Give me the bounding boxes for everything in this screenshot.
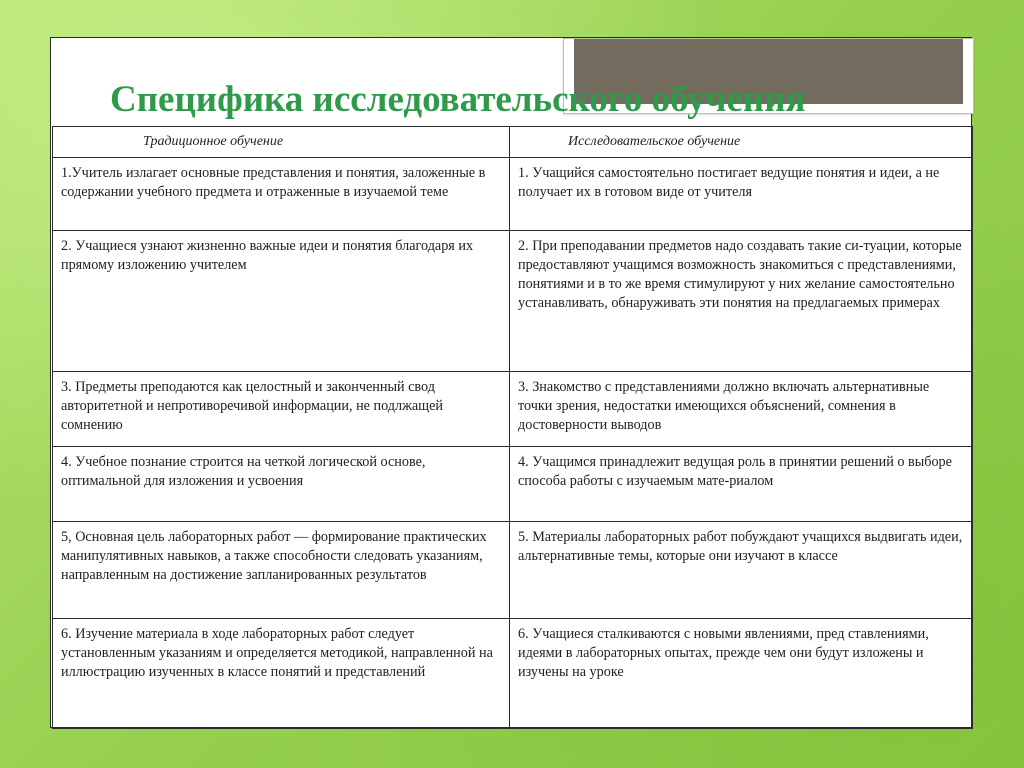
table-row [53,372,973,447]
research-cell: 6. Учащиеся сталкиваются с новыми явлениями, пред ставлениями, идеями в лабораторных опытах, прежде чем они будут изложены и изучены на уроке [510,619,973,729]
table-row [53,447,973,522]
research-cell: 4. Учащимся принадлежит ведущая роль в принятии решений о выборе способа работы с изучаемым мате-риалом [510,447,973,522]
table-header-row [53,127,973,158]
traditional-cell: 5, Основная цель лабораторных работ — формирование практических манипулятивных навыков, а также способности следовать указаниям, направленным на достижение запланированных результатов [53,522,510,619]
traditional-cell: 4. Учебное познание строится на четкой логической основе, оптимальной для изложения и усвоения [53,447,510,522]
comparison-table [52,126,973,729]
traditional-cell: 6. Изучение материала в ходе лабораторных работ следует установленным указаниям и определяется методикой, направленной на иллюстрацию изученных в классе понятий и представлений [53,619,510,729]
table-row [53,522,973,619]
table-row [53,231,973,372]
research-cell: 2. При преподавании предметов надо создавать такие си-туации, которые предоставляют учащимся возможность знакомиться с представлениями, понятиями и в то же время стимулируют у них желание самостоятельно устанавливать, обнаруживать эти понятия на предлагаемых примерах [510,231,973,372]
research-cell: 1. Учащийся самостоятельно постигает ведущие понятия и идеи, а не получает их в готовом виде от учителя [510,158,973,231]
traditional-cell: 1.Учитель излагает основные представления и понятия, заложенные в содержании учебного предмета и отраженные в изучаемой теме [53,158,510,231]
table-row [53,158,973,231]
traditional-cell: 3. Предметы преподаются как целостный и законченный свод авторитетной и непротиворечивой информации, не подлжащей сомнению [53,372,510,447]
slide-title: Специфика исследовательского обучения [110,79,806,120]
traditional-cell: 2. Учащиеся узнают жизненно важные идеи и понятия благодаря их прямому изложению учителем [53,231,510,372]
table-row [53,619,973,729]
research-cell: 5. Материалы лабораторных работ побуждают учащихся выдвигать идеи, альтернативные темы, которые они изучают в классе [510,522,973,619]
header-research: Исследовательское обучение [510,127,973,158]
header-traditional: Традиционное обучение [53,127,510,158]
research-cell: 3. Знакомство с представлениями должно включать альтернативные точки зрения, недостатки имеющихся объяснений, сомнения в достоверности выводов [510,372,973,447]
